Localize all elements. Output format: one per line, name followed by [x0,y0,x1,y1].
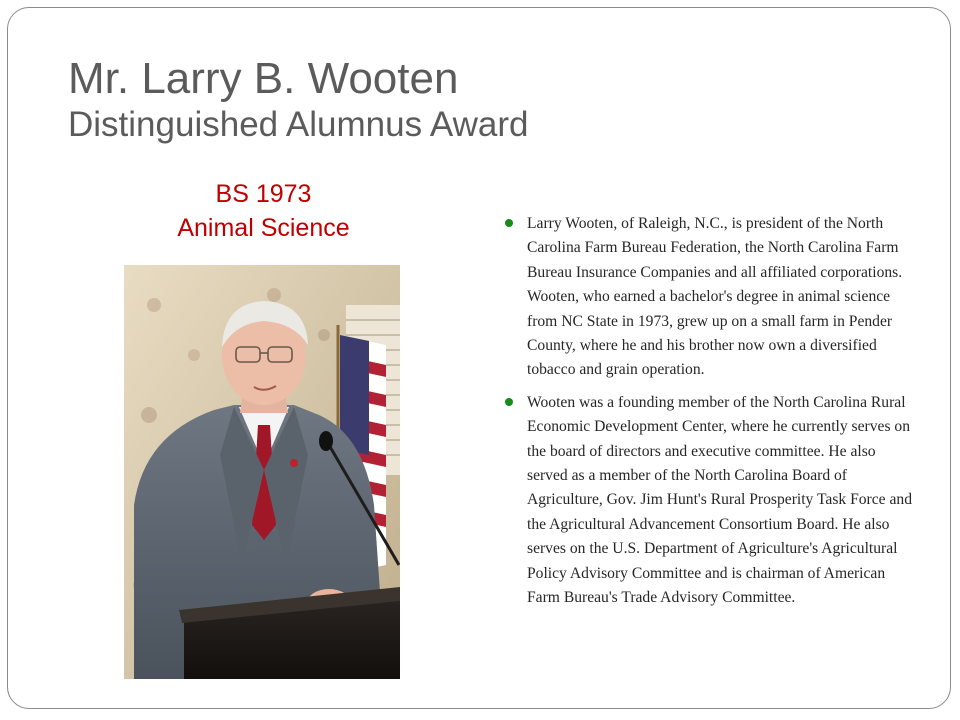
title-name: Mr. Larry B. Wooten [68,54,459,103]
degree-year: BS 1973 [215,180,312,208]
bullet-dot-icon [505,398,513,406]
bullet-text: Wooten was a founding member of the North Carolina Rural Economic Development Center, where he currently serves on the board of directors and executive committee. He also served as a member of the North Carolina Board of Agriculture, Gov. Jim Hunt's Rural Prosperity Task Force and the Agricultural Advancement Consortium Board. He also serves on the U.S. Department of Agriculture's Agricultural Policy Advisory Committee and is chairman of American Farm Bureau's Trade Advisory Committee. [527,393,913,607]
slide-frame [7,7,951,709]
slide-title [68,54,528,144]
bullet-item [505,391,913,611]
bio-bullets [505,212,913,619]
portrait-photo [124,265,400,679]
degree-caption [126,178,401,246]
lapel-pin [290,459,298,467]
portrait-illustration [124,265,400,679]
title-award: Distinguished Alumnus Award [68,105,529,145]
bullet-dot-icon [505,219,513,227]
bullet-item [505,212,913,383]
bullet-text: Larry Wooten, of Raleigh, N.C., is president of the North Carolina Farm Bureau Federation, the North Carolina Farm Bureau Insurance Companies and all affiliated corporations. Wooten, who earned a bachelor's degree in animal science from NC State in 1973, grew up on a small farm in Pender County, where he and his brother now own a diversified tobacco and grain operation. [527,215,903,379]
degree-major: Animal Science [177,213,350,242]
